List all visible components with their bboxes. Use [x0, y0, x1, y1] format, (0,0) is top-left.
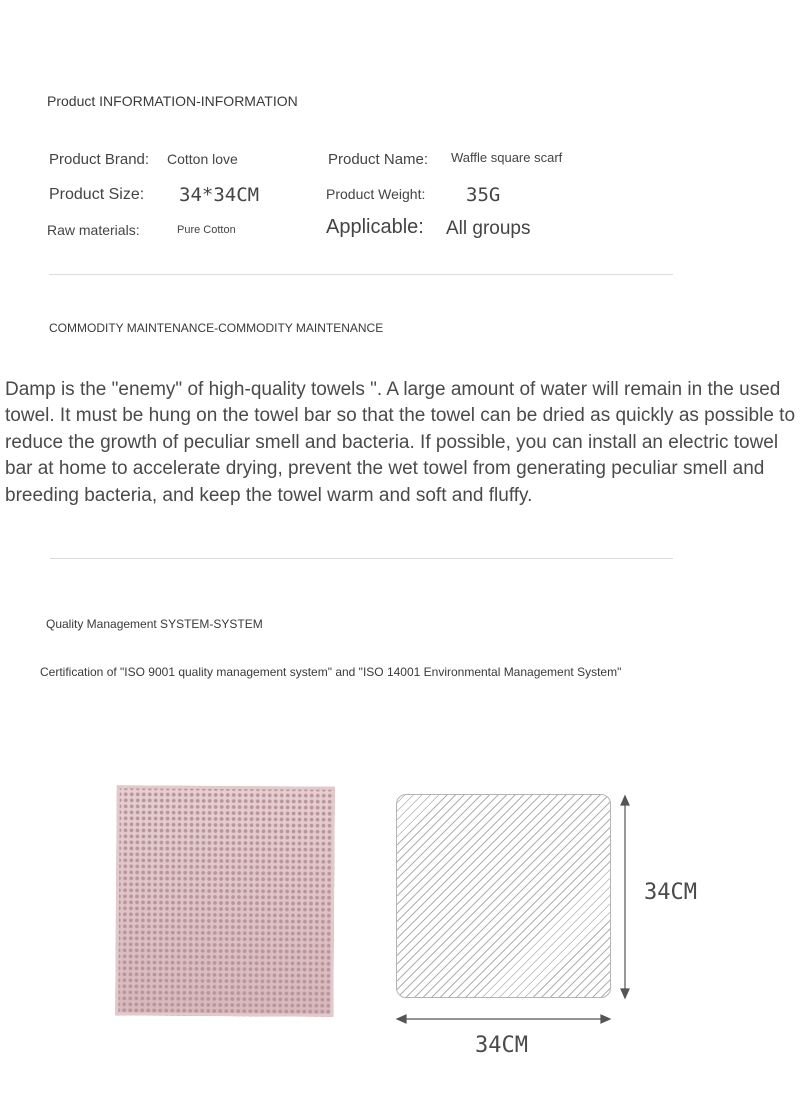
size-label: Product Size:: [49, 186, 145, 203]
width-arrow-left: [397, 1015, 406, 1023]
materials-value: Pure Cotton: [177, 224, 236, 236]
brand-label: Product Brand:: [49, 151, 150, 168]
weight-value: 35G: [466, 184, 501, 206]
weight-label: Product Weight:: [326, 186, 426, 202]
width-label: 34CM: [475, 1033, 528, 1058]
maintenance-title: COMMODITY MAINTENANCE-COMMODITY MAINTENANCE: [49, 321, 384, 335]
certification-text: Certification of "ISO 9001 quality management system" and "ISO 14001 Environmental Management System": [40, 665, 622, 679]
applicable-label: Applicable:: [326, 216, 424, 238]
height-arrow-top: [621, 796, 629, 805]
applicable-value: All groups: [446, 218, 531, 239]
size-value: 34*34CM: [179, 184, 260, 206]
height-arrow-bottom: [621, 989, 629, 998]
width-arrow-right: [601, 1015, 610, 1023]
height-label: 34CM: [644, 880, 697, 905]
maintenance-body: Damp is the "enemy" of high-quality towels ". A large amount of water will remain in the used towel. It must be hung on the towel bar so that the towel can be dried as quickly as possible to reduce the growth of peculiar smell and bacteria. If possible, you can install an electric towel bar at home to accelerate drying, prevent the wet towel from generating peculiar smell and breeding bacteria, and keep the towel warm and soft and fluffy.: [5, 379, 796, 506]
materials-label: Raw materials:: [47, 222, 140, 238]
product-info-title: Product INFORMATION-INFORMATION: [47, 93, 298, 109]
name-label: Product Name:: [328, 151, 429, 168]
name-value: Waffle square scarf: [451, 150, 563, 165]
quality-title: Quality Management SYSTEM-SYSTEM: [46, 617, 263, 631]
brand-value: Cotton love: [167, 151, 238, 167]
